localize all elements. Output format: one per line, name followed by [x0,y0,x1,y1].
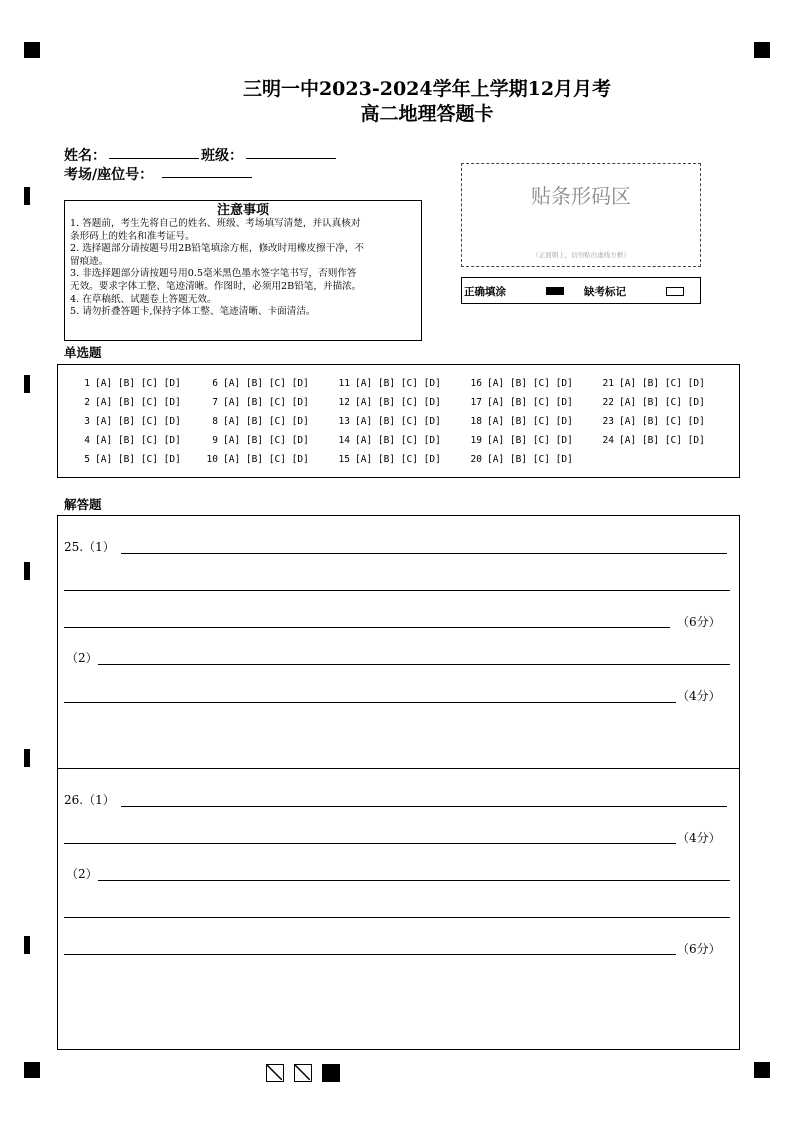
choice-number: 17 [470,397,482,408]
choice-number: 14 [338,435,350,446]
score-label: （4分） [677,831,721,845]
choice-number: 10 [206,454,218,465]
score-label: （6分） [677,615,721,629]
choice-number: 7 [212,397,218,408]
timing-bar-icon [24,375,30,393]
notes-line: 4. 在草稿纸、试题卷上答题无效。 [70,293,217,305]
choice-item-14[interactable] [336,435,441,447]
choice-item-20[interactable] [468,454,573,466]
score-label: （6分） [677,942,721,956]
notes-line: 1. 答题前，考生先将自己的姓名、班级、考场填写清楚，并认真核对 [70,218,361,229]
choice-options[interactable]: [A] [B] [C] [D] [95,378,181,389]
name-field[interactable] [109,158,199,159]
choice-number: 20 [470,454,482,465]
choice-options[interactable]: [A] [B] [C] [D] [355,454,441,465]
fill-legend [461,277,701,304]
class-field[interactable] [246,158,336,159]
slash-box-icon [294,1064,312,1082]
timing-bar-icon [24,187,30,205]
choice-item-1[interactable] [76,378,181,390]
barcode-title: 贴条形码区 [531,184,631,208]
part-label: （2） [66,651,98,665]
answer-line[interactable] [64,627,670,628]
question-26-number [64,793,115,807]
room-seat-field[interactable] [162,177,252,178]
absent-mark-box[interactable] [666,287,684,296]
answer-line[interactable] [64,702,676,703]
choice-options[interactable]: [A] [B] [C] [D] [223,378,309,389]
choice-number: 13 [338,416,350,427]
page-subtitle: 高二地理答题卡 [360,103,494,125]
choice-number: 3 [84,416,90,427]
choice-options[interactable]: [A] [B] [C] [D] [619,378,705,389]
choice-number: 21 [602,378,614,389]
alignment-square-icon [754,1062,770,1078]
class-label: 班级： [201,148,243,164]
choice-options[interactable]: [A] [B] [C] [D] [95,416,181,427]
choice-options[interactable]: [A] [B] [C] [D] [355,378,441,389]
choice-item-6[interactable] [204,378,309,390]
name-label: 姓名： [64,148,106,164]
part-label: （1） [83,540,115,554]
part-label: （1） [83,793,115,807]
barcode-note: （正面朝上，切勿贴出虚线方框） [532,251,630,259]
choice-item-19[interactable] [468,435,573,447]
choice-options[interactable]: [A] [B] [C] [D] [223,454,309,465]
choice-number: 5 [84,454,90,465]
choice-item-16[interactable] [468,378,573,390]
room-seat-label: 考场/座位号： [64,167,154,183]
alignment-square-icon [24,42,40,58]
single-choice-grid [57,364,740,478]
notes-line: 2. 选择题部分请按题号用2B铅笔填涂方框，修改时用橡皮擦干净，不 [70,243,364,255]
question-number: 25. [64,540,84,554]
choice-number: 1 [84,378,90,389]
choice-number: 24 [602,435,614,446]
answer-line[interactable] [64,917,730,918]
choice-options[interactable]: [A] [B] [C] [D] [619,435,705,446]
answers-label: 解答题 [64,497,102,512]
choice-number: 19 [470,435,482,446]
choice-item-15[interactable] [336,454,441,466]
choice-item-8[interactable] [204,416,309,428]
choice-item-17[interactable] [468,397,573,409]
choice-number: 6 [212,378,218,389]
question-26-box [57,768,740,1050]
choice-options[interactable]: [A] [B] [C] [D] [355,416,441,427]
part-label: （2） [66,867,98,881]
answer-line[interactable] [64,590,730,591]
choice-item-4[interactable] [76,435,181,447]
notes-line: 留痕迹。 [70,255,109,267]
answer-line[interactable] [98,880,730,881]
choice-item-21[interactable] [600,378,705,390]
answer-line[interactable] [121,806,727,807]
choice-options[interactable]: [A] [B] [C] [D] [355,397,441,408]
choice-item-7[interactable] [204,397,309,409]
choice-options[interactable]: [A] [B] [C] [D] [95,397,181,408]
choice-number: 22 [602,397,614,408]
filled-box-icon [546,287,564,295]
notes-line: 3. 非选择题部分请按题号用0.5毫米黑色墨水签字笔书写，否则作答 [70,268,357,280]
correct-fill-label: 正确填涂 [464,286,506,298]
score-label: （4分） [677,689,721,703]
choice-item-22[interactable] [600,397,705,409]
choice-options[interactable]: [A] [B] [C] [D] [95,454,181,465]
choice-options[interactable]: [A] [B] [C] [D] [619,416,705,427]
choice-number: 16 [470,378,482,389]
choice-options[interactable]: [A] [B] [C] [D] [487,416,573,427]
choice-item-5[interactable] [76,454,181,466]
timing-bar-icon [24,936,30,954]
question-25-number [64,540,115,554]
single-choice-label: 单选题 [64,345,102,360]
barcode-area [461,163,701,267]
notes-line: 5. 请勿折叠答题卡,保持字体工整、笔迹清晰、卡面清洁。 [70,306,316,318]
choice-item-2[interactable] [76,397,181,409]
filled-box-icon [322,1064,340,1082]
answer-line[interactable] [121,553,727,554]
choice-number: 4 [84,435,90,446]
choice-options[interactable]: [A] [B] [C] [D] [355,435,441,446]
choice-number: 15 [338,454,350,465]
notes-line: 条形码上的姓名和准考证号。 [70,230,195,242]
choice-options[interactable]: [A] [B] [C] [D] [487,454,573,465]
choice-options[interactable]: [A] [B] [C] [D] [223,435,309,446]
choice-options[interactable]: [A] [B] [C] [D] [223,397,309,408]
choice-options[interactable]: [A] [B] [C] [D] [95,435,181,446]
question-number: 26. [64,793,84,807]
choice-item-12[interactable] [336,397,441,409]
timing-bar-icon [24,562,30,580]
choice-number: 9 [212,435,218,446]
notes-box [64,200,422,341]
timing-bar-icon [24,749,30,767]
choice-options[interactable]: [A] [B] [C] [D] [223,416,309,427]
choice-number: 11 [338,378,350,389]
choice-options[interactable]: [A] [B] [C] [D] [487,397,573,408]
choice-item-9[interactable] [204,435,309,447]
answer-line[interactable] [98,664,730,665]
choice-item-18[interactable] [468,416,573,428]
choice-options[interactable]: [A] [B] [C] [D] [487,378,573,389]
choice-item-10[interactable] [204,454,309,466]
choice-item-13[interactable] [336,416,441,428]
choice-item-11[interactable] [336,378,441,390]
choice-options[interactable]: [A] [B] [C] [D] [619,397,705,408]
choice-number: 12 [338,397,350,408]
notes-line: 无效。要求字体工整、笔迹清晰。作图时，必须用2B铅笔，并描浓。 [70,280,362,292]
choice-item-24[interactable] [600,435,705,447]
alignment-square-icon [24,1062,40,1078]
choice-number: 23 [602,416,614,427]
page-title: 三明一中2023-2024学年上学期12月月考 [242,78,612,100]
notes-title: 注意事项 [216,203,269,218]
slash-box-icon [266,1064,284,1082]
choice-item-3[interactable] [76,416,181,428]
answer-line[interactable] [64,954,676,955]
choice-number: 2 [84,397,90,408]
answer-line[interactable] [64,843,676,844]
choice-number: 8 [212,416,218,427]
absent-mark-label: 缺考标记 [584,286,626,298]
choice-options[interactable]: [A] [B] [C] [D] [487,435,573,446]
alignment-square-icon [754,42,770,58]
choice-number: 18 [470,416,482,427]
choice-item-23[interactable] [600,416,705,428]
